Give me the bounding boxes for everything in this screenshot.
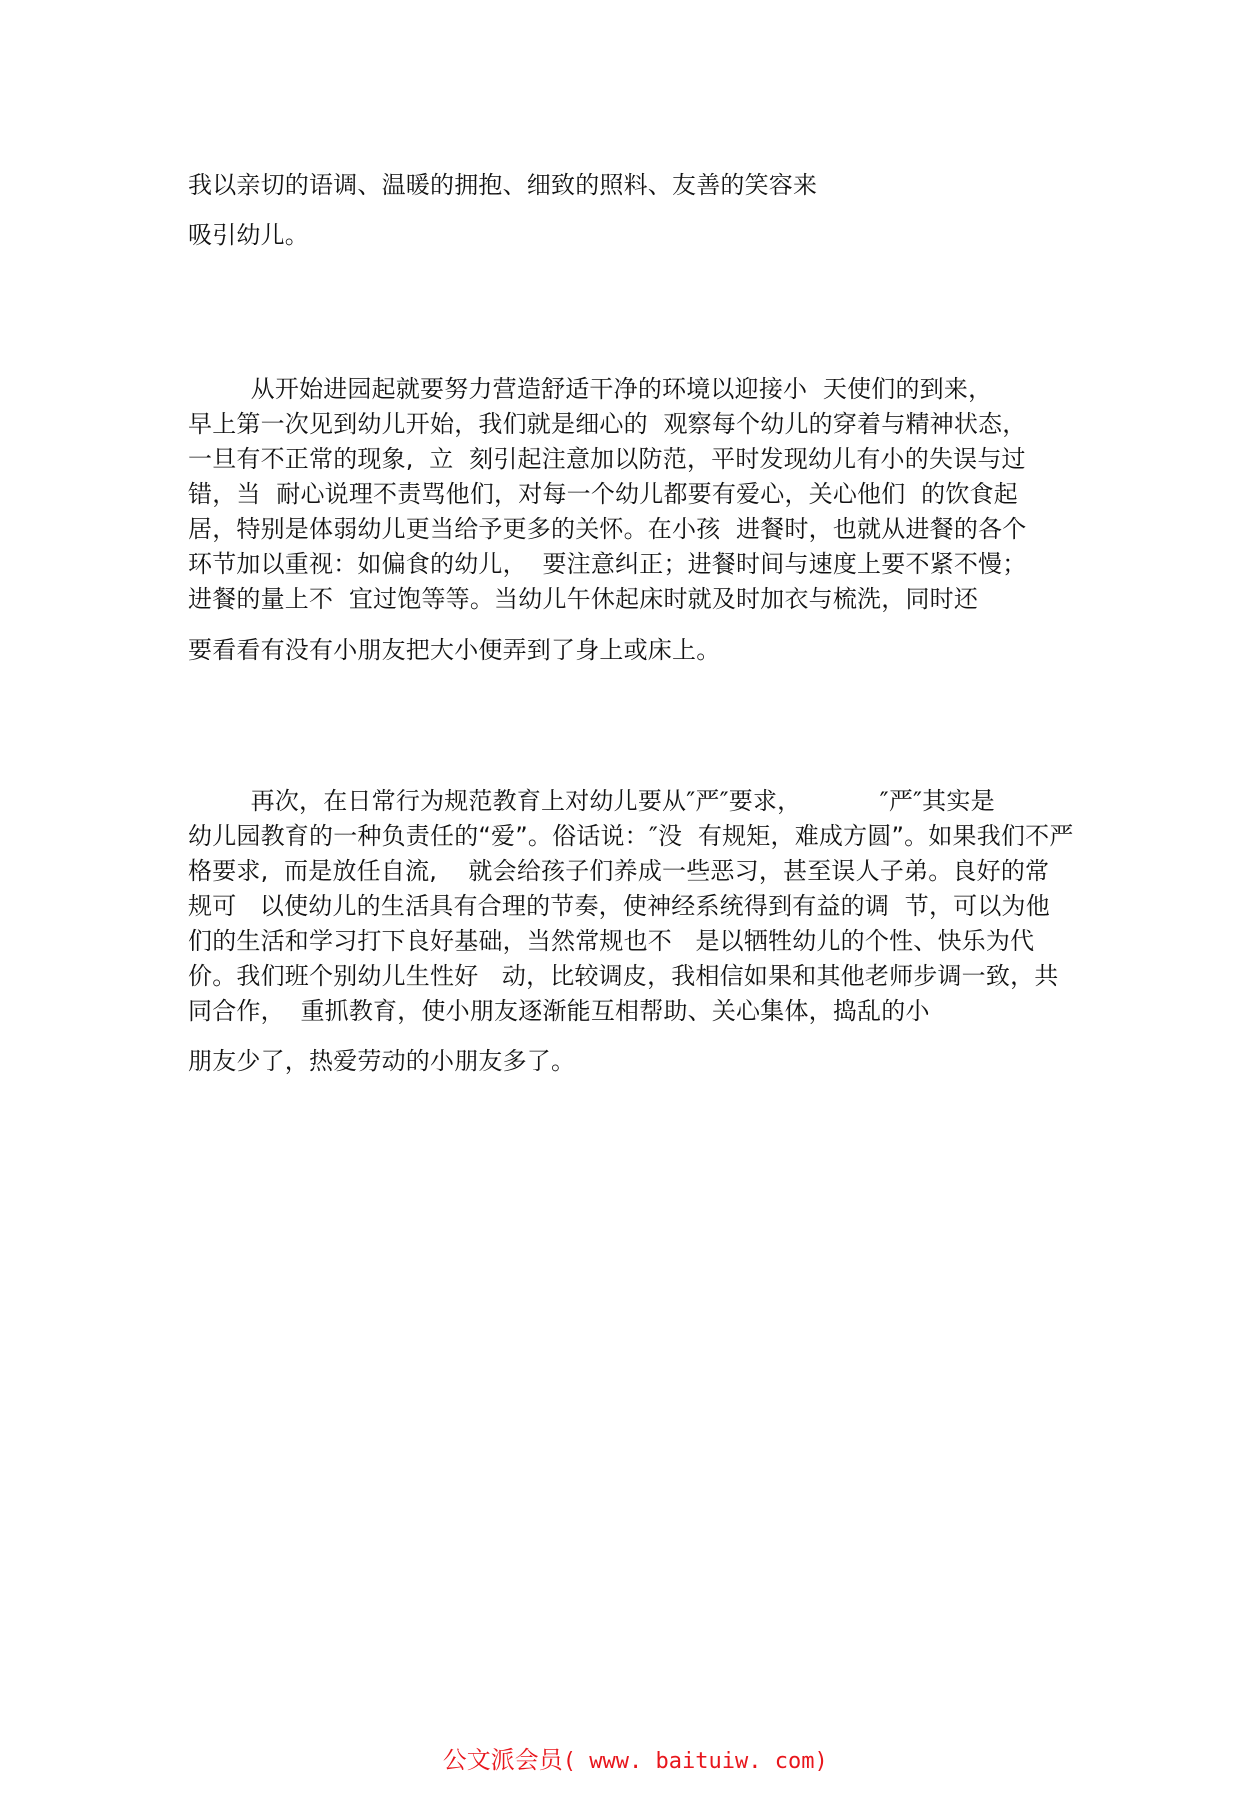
para2-line-1: 再次，在日常行为规范教育上对幼儿要从″严″要求， ″严″其实是 [188,787,995,815]
footer-watermark [0,1712,1240,1803]
para2-line-8: 朋友少了，热爱劳动的小朋友多了。 [188,1047,576,1075]
para1-line-6: 环节加以重视：如偏食的幼儿， 要注意纠正；进餐时间与速度上要不紧不慢； [188,550,1027,578]
para1-line-7: 进餐的量上不 宜过饱等等。当幼儿午休起床时就及时加衣与梳洗，同时还 [188,585,979,613]
para1-line-5: 居，特别是体弱幼儿更当给予更多的关怀。在小孩 进餐时，也就从进餐的各个 [188,515,1027,543]
para1-line-3: 一旦有不正常的现象, 立 刻引起注意加以防范，平时发现幼儿有小的失误与过 [188,445,1026,473]
footer-url[interactable]: ( www. baituiw. com) [562,1749,828,1774]
para2-line-6: 价。我们班个别幼儿生性好 动，比较调皮，我相信如果和其他老师步调一致，共 [188,962,1059,990]
para1-line-2: 早上第一次见到幼儿开始，我们就是细心的 观察每个幼儿的穿着与精神状态， [188,410,1027,438]
footer-brand: 公文派会员 [442,1746,563,1774]
para2-line-2: 幼儿园教育的一种负责任的“爱”。俗话说：″没 有规矩，难成方圆”。如果我们不严 [188,822,1074,850]
intro-line-1: 我以亲切的语调、温暖的拥抱、细致的照料、友善的笑容来 [188,171,818,199]
para1-line-8: 要看看有没有小朋友把大小便弄到了身上或床上。 [188,636,721,664]
para1-line-4: 错，当 耐心说理不责骂他们，对每一个幼儿都要有爱心，关心他们 的饮食起 [188,480,1018,508]
para1-line-1: 从开始进园起就要努力营造舒适干净的环境以迎接小 天使们的到来， [188,375,993,403]
intro-line-2: 吸引幼儿。 [188,221,309,249]
para2-line-5: 们的生活和学习打下良好基础，当然常规也不 是以牺牲幼儿的个性、快乐为代 [188,927,1035,955]
para2-line-7: 同合作， 重抓教育，使小朋友逐渐能互相帮助、关心集体，捣乱的小 [188,997,930,1025]
para2-line-3: 格要求, 而是放任自流, 就会给孩子们养成一些恶习，甚至误人子弟。良好的常 [188,857,1050,885]
para2-line-4: 规可 以使幼儿的生活具有合理的节奏，使神经系统得到有益的调 节，可以为他 [188,892,1050,920]
